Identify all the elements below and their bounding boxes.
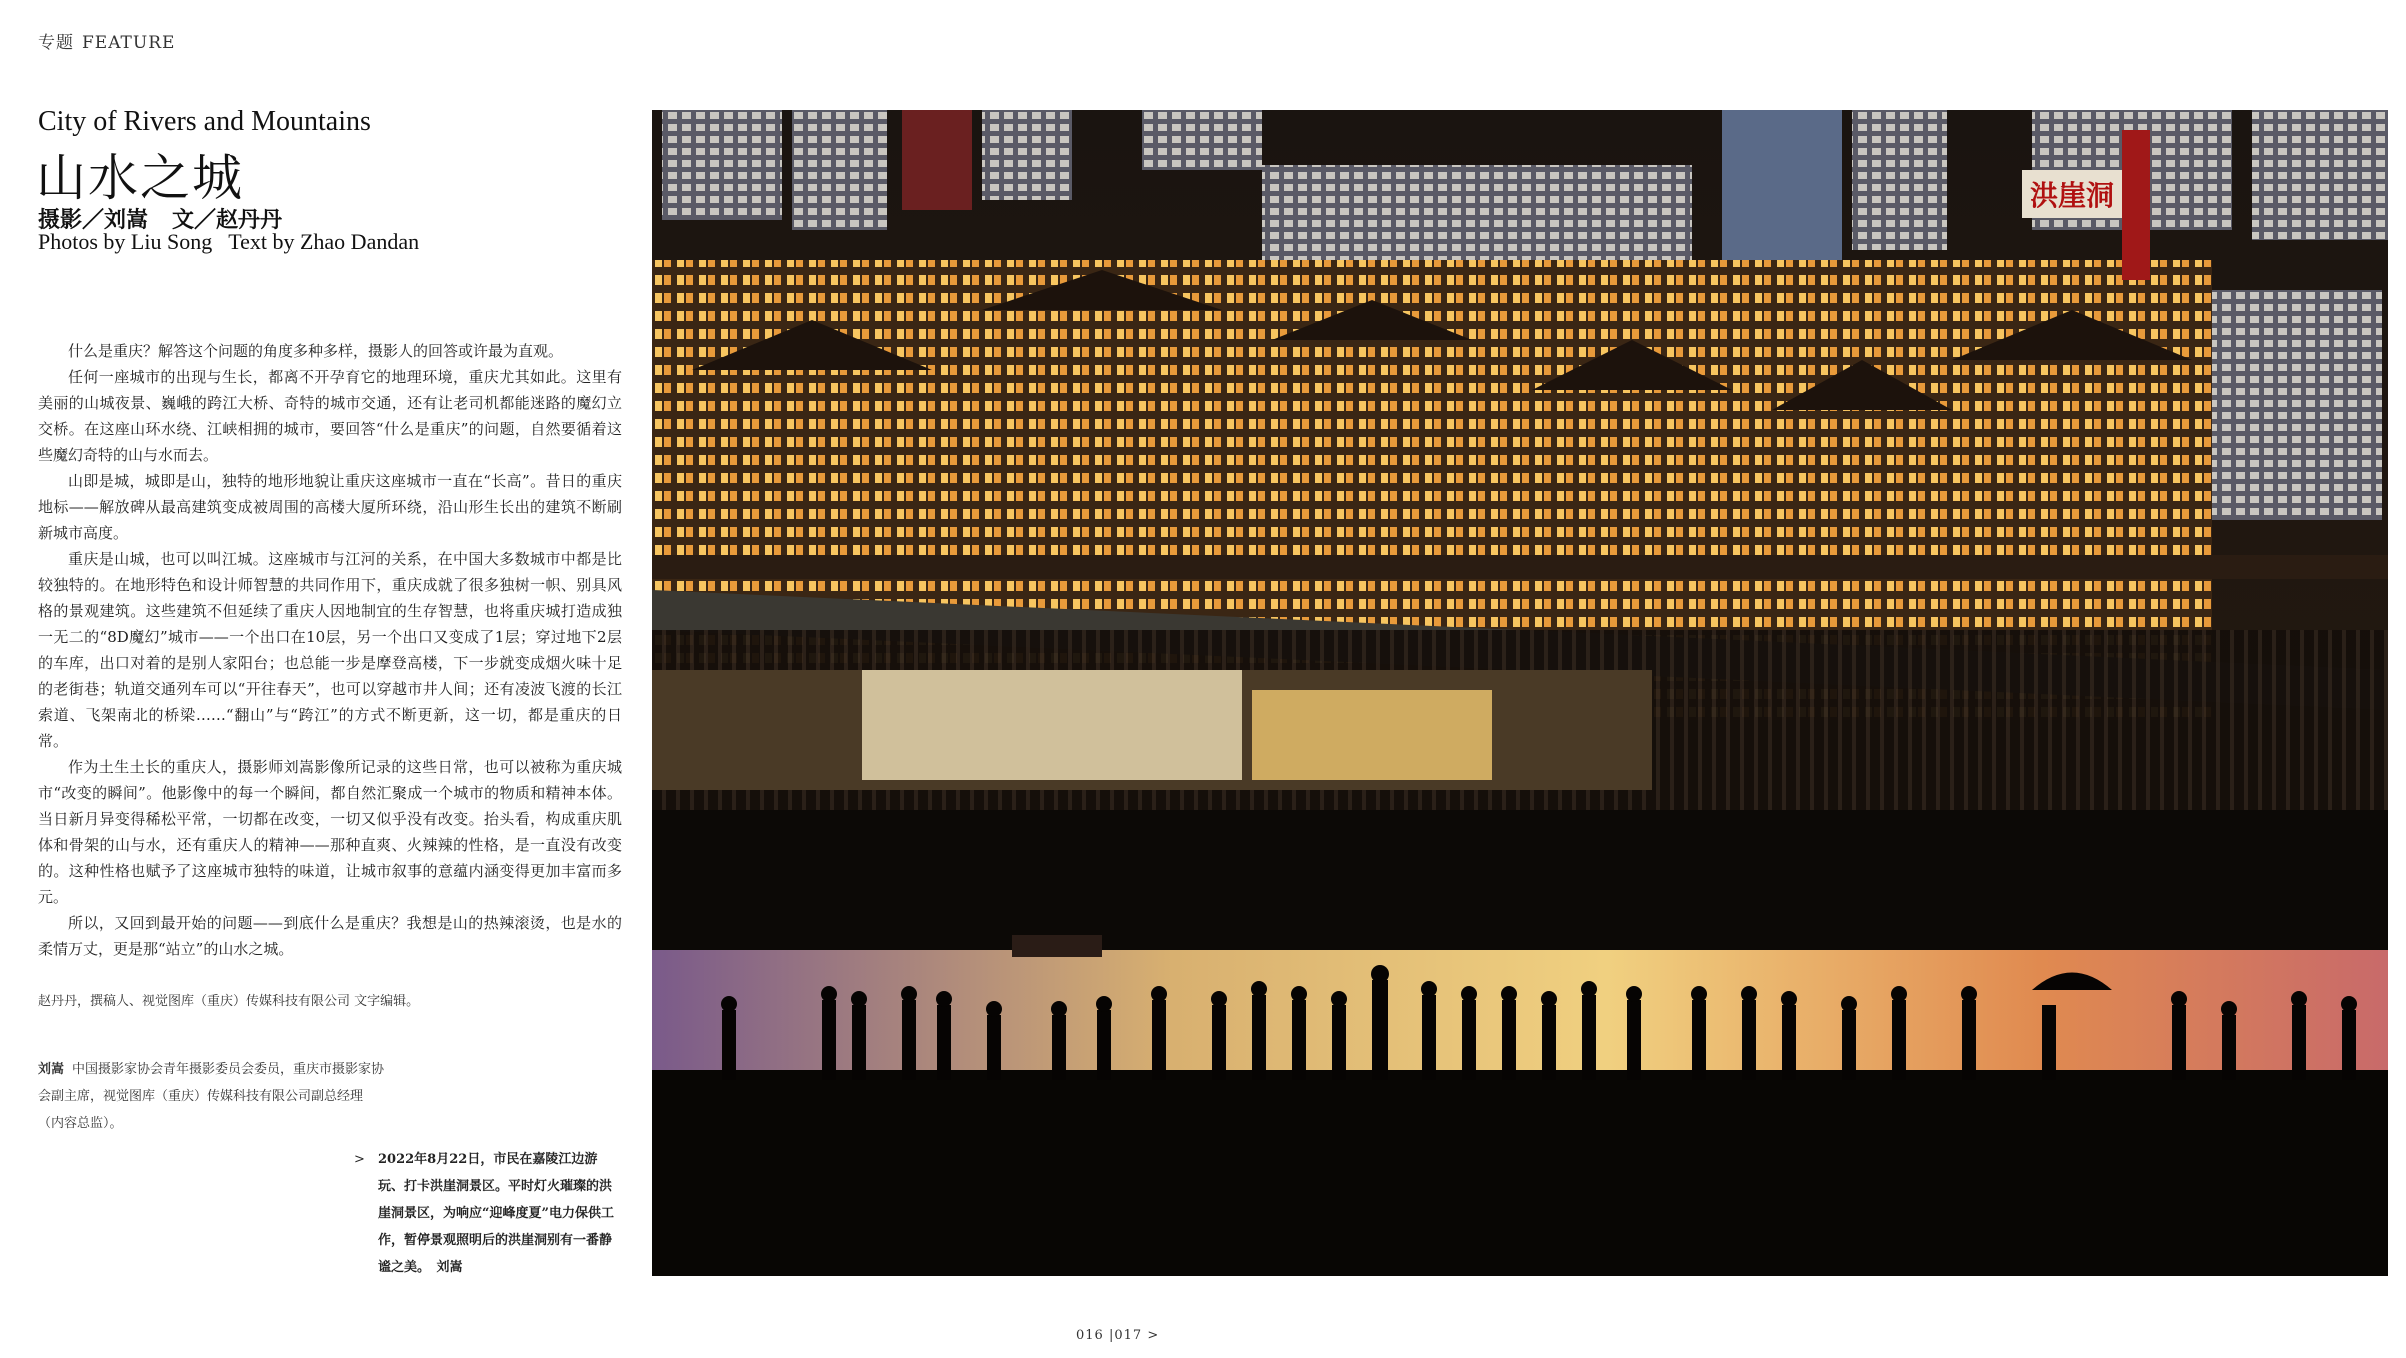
caption-arrow-icon: >	[354, 1152, 365, 1167]
page-number-left: 016	[1076, 1328, 1104, 1343]
paragraph: 什么是重庆？解答这个问题的角度多种多样，摄影人的回答或许最为直观。	[68, 342, 564, 360]
paragraph: 作为土生土长的重庆人，摄影师刘嵩影像所记录的这些日常，也可以被称为重庆城市“改变的瞬间”。他影像中的每一个瞬间，都自然汇聚成一个城市的物质和精神本体。当日新月异变得稀松平常，一切都在改变，一切又似乎没有改变。抬头看，构成重庆肌体和骨架的山与水，还有重庆人的精神——那种直爽、火辣辣的性格，是一直没有改变的。这种性格也赋予了这座城市独特的味道，让城市叙事的意蕴内涵变得更加丰富而多元。	[38, 758, 622, 906]
boat	[1012, 935, 1102, 957]
next-page-arrow-icon: >	[1147, 1328, 1160, 1343]
photo-caption	[354, 1146, 622, 1281]
article-title-en: City of Rivers and Mountains	[38, 106, 371, 137]
photographer-bio	[38, 1056, 388, 1137]
article-title-zh: 山水之城	[36, 149, 244, 207]
editor-note: 赵丹丹，撰稿人、视觉图库（重庆）传媒科技有限公司 文字编辑。	[38, 994, 420, 1009]
riverbank	[652, 1070, 2388, 1276]
paragraph: 所以，又回到最开始的问题——到底什么是重庆？我想是山的热辣滚烫，也是水的柔情万丈，更是那“站立”的山水之城。	[38, 914, 622, 958]
credit-line-en	[38, 229, 419, 255]
section-label-en: FEATURE	[82, 33, 176, 53]
page-numbers	[1076, 1328, 1159, 1343]
paragraph: 山即是城，城即是山，独特的地形地貌让重庆这座城市一直在“长高”。昔日的重庆地标——解放碑从最高建筑变成被周围的高楼大厦所环绕，沿山形生长出的建筑不断刷新城市高度。	[38, 472, 622, 542]
paragraph: 重庆是山城，也可以叫江城。这座城市与江河的关系，在中国大多数城市中都是比较独特的。在地形特色和设计师智慧的共同作用下，重庆成就了很多独树一帜、别具风格的景观建筑。这些建筑不但延续了重庆人因地制宜的生存智慧，也将重庆城打造成独一无二的“8D魔幻”城市——一个出口在10层，另一个出口又变成了1层；穿过地下2层的车库，出口对着的是别人家阳台；也总能一步是摩登高楼，下一步就变成烟火味十足的老街巷；轨道交通列车可以“开往春天”，也可以穿越市井人间；还有凌波飞渡的长江索道、飞架南北的桥梁……“翻山”与“跨江”的方式不断更新，这一切，都是重庆的日常。	[38, 550, 622, 750]
paragraph: 任何一座城市的出现与生长，都离不开孕育它的地理环境，重庆尤其如此。这里有美丽的山城夜景、巍峨的跨江大桥、奇特的城市交通，还有让老司机都能迷路的魔幻立交桥。在这座山环水绕、江峡相拥的城市，要回答“什么是重庆”的问题，自然要循着这些魔幻奇特的山与水而去。	[38, 368, 622, 464]
hongyadong-sign: 洪崖洞	[2029, 179, 2115, 212]
page-number-right: 017	[1114, 1328, 1143, 1343]
page-separator: |	[1108, 1328, 1115, 1343]
text-credit-en: Text by Zhao Dandan	[228, 229, 420, 254]
night-cityscape-illustration	[652, 110, 2388, 1276]
caption-text: 2022年8月22日，市民在嘉陵江边游玩、打卡洪崖洞景区。平时灯火璀璨的洪崖洞景区，为响应“迎峰度夏”电力保供工作，暂停景观照明后的洪崖洞别有一番静谧之美。 刘嵩	[378, 1152, 614, 1275]
text-credit-zh: 文／赵丹丹	[172, 207, 283, 233]
bio-name: 刘嵩	[38, 1062, 65, 1077]
section-label-zh: 专题	[38, 33, 74, 53]
bio-text: 中国摄影家协会青年摄影委员会委员，重庆市摄影家协会副主席，视觉图库（重庆）传媒科技有限公司副总经理（内容总监）。	[38, 1062, 385, 1131]
photo-credit-zh: 摄影／刘嵩	[38, 207, 149, 233]
feature-photo	[652, 110, 2388, 1276]
photo-credit-en: Photos by Liu Song	[38, 229, 213, 254]
section-label	[38, 28, 175, 53]
article-body	[38, 338, 622, 962]
